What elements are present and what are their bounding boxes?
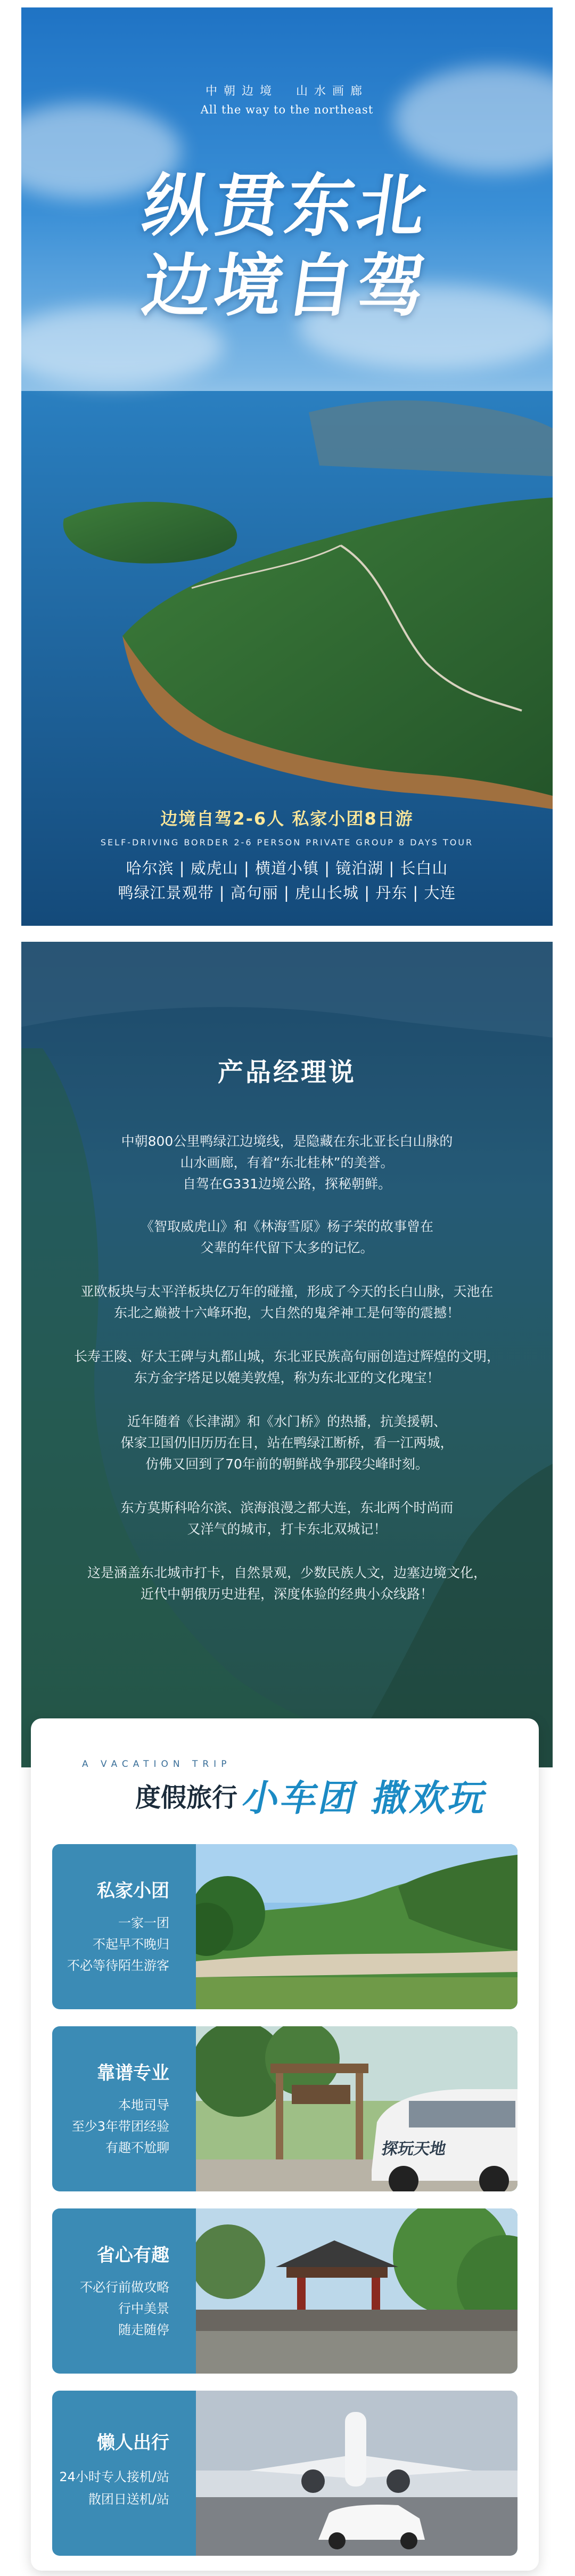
feature-text: [52, 2026, 185, 2191]
hero-subtitle: 边境自驾2-6人 私家小团8日游: [160, 809, 414, 829]
pm-line: 亚欧板块与太平洋板块亿万年的碰撞，形成了今天的长白山脉，天池在: [80, 1284, 494, 1299]
feature-photo-pavilion: [196, 2208, 518, 2374]
feature-line: 至少3年带团经验: [71, 2119, 169, 2134]
feature-line: 有趣不尬聊: [105, 2140, 169, 2155]
airplane-car-illustration: [196, 2391, 518, 2556]
feature-photo-landscape: [196, 1844, 518, 2009]
car-decal-text: 探玩天地: [380, 2140, 448, 2158]
pm-line: 仿佛又回到了70年前的朝鲜战争那段尖峰时刻。: [145, 1456, 429, 1472]
feature-line: 本地司导: [118, 2098, 169, 2113]
feature-photo-car: [196, 2026, 518, 2191]
feature-title: 私家小团: [97, 1880, 169, 1902]
pm-paragraph: [53, 1497, 521, 1540]
feature-card-hassle-free: [52, 2208, 518, 2374]
feature-card-lazy-travel: [52, 2391, 518, 2556]
feature-line: 不起早不晚归: [93, 1937, 169, 1952]
feature-line: 散团日送机/站: [88, 2492, 169, 2507]
pm-line: 近代中朝俄历史进程，深度体验的经典小众线路！: [140, 1586, 433, 1602]
pm-line: 又洋气的城市，打卡东北双城记！: [187, 1521, 387, 1537]
feature-line: 随走随停: [118, 2322, 169, 2337]
feature-card-professional: [52, 2026, 518, 2191]
pm-line: 自驾在G331边境公路，探秘朝鲜。: [182, 1176, 392, 1192]
hero-title-line2: 边境自驾: [137, 246, 434, 326]
pm-line: 东北之巅被十六峰环抱，大自然的鬼斧神工是何等的震撼！: [113, 1305, 460, 1320]
feature-photo-airplane: [196, 2391, 518, 2556]
pm-paragraph: [53, 1411, 521, 1475]
feature-text: [52, 2391, 185, 2556]
pm-paragraph: [53, 1216, 521, 1259]
pm-paragraph: [53, 1562, 521, 1605]
feature-title: 靠谱专业: [97, 2063, 169, 2084]
feature-line: 24小时专人接机/站: [59, 2469, 169, 2484]
feature-card-private-group: [52, 1844, 518, 2009]
pm-line: 中朝800公里鸭绿江边境线，是隐藏在东北亚长白山脉的: [121, 1134, 453, 1149]
hero-kicker-en: All the way to the northeast: [200, 103, 374, 116]
feature-title: 省心有趣: [97, 2245, 169, 2266]
hero-subtitle-en: SELF-DRIVING BORDER 2-6 PERSON PRIVATE GROUP 8 DAYS TOUR: [100, 837, 474, 847]
pm-line: 东方莫斯科哈尔滨、滨海浪漫之都大连，东北两个时尚而: [120, 1500, 454, 1515]
mountain-river-illustration: [196, 1844, 518, 2009]
feature-title: 懒人出行: [97, 2432, 169, 2453]
pm-line: 这是涵盖东北城市打卡，自然景观，少数民族人文，边塞边境文化，: [87, 1565, 487, 1580]
hero-kicker: 中朝边境 山水画廊: [205, 85, 368, 98]
pm-paragraph: [53, 1281, 521, 1324]
feature-line: 不必行前做攻略: [80, 2280, 169, 2295]
pm-title: 产品经理说: [217, 1057, 356, 1087]
vacation-kicker-en: A VACATION TRIP: [82, 1759, 232, 1770]
hero-route-line1: 哈尔滨 | 威虎山 | 横道小镇 | 镜泊湖 | 长白山: [126, 859, 448, 877]
pavilion-illustration: [196, 2208, 518, 2374]
pm-line: 长寿王陵、好太王碑与丸都山城，东北亚民族高句丽创造过辉煌的文明，: [73, 1349, 500, 1364]
pm-line: 近年随着《长津湖》和《水门桥》的热播，抗美援朝、: [127, 1414, 447, 1429]
hero-banner: [21, 7, 553, 926]
feature-text: [52, 2208, 185, 2374]
car-gate-illustration: [196, 2026, 518, 2191]
vacation-heading-right: 小车团 撒欢玩: [239, 1778, 492, 1820]
pm-line: 东方金字塔足以媲美敦煌，称为东北亚的文化瑰宝！: [134, 1370, 440, 1385]
pm-line: 父辈的年代留下太多的记忆。: [200, 1240, 374, 1256]
feature-line: 不必等待陌生游客: [67, 1958, 169, 1973]
hero-title-line1: 纵贯东北: [137, 166, 434, 246]
pm-paragraph: [53, 1346, 521, 1389]
feature-line: 一家一团: [118, 1915, 169, 1930]
feature-line: 行中美景: [118, 2301, 169, 2316]
pm-paragraph: [53, 1131, 521, 1195]
vacation-card: [31, 1718, 539, 2571]
vacation-heading-left: 度假旅行: [135, 1783, 238, 1813]
pm-line: 《智取威虎山》和《林海雪原》杨子荣的故事曾在: [140, 1219, 433, 1234]
pm-line: 保家卫国仍旧历历在目，站在鸭绿江断桥，看一江两城，: [120, 1435, 454, 1450]
pm-line: 山水画廊，有着“东北桂林”的美誉。: [180, 1155, 394, 1170]
hero-route-line2: 鸭绿江景观带 | 高句丽 | 虎山长城 | 丹东 | 大连: [118, 884, 456, 902]
feature-text: [52, 1844, 185, 2009]
product-manager-section: [21, 942, 553, 1767]
